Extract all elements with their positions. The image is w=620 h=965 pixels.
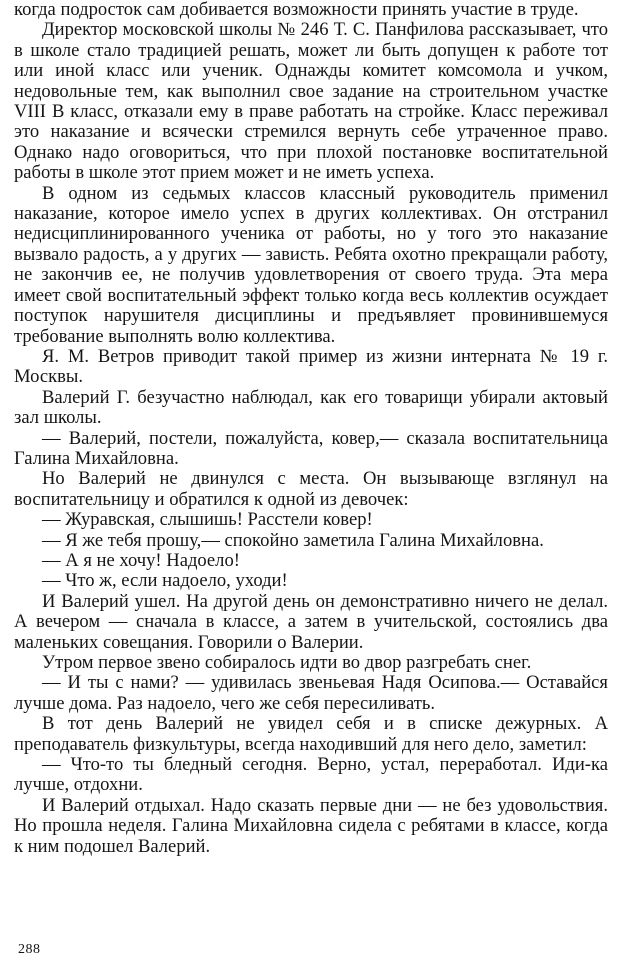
paragraph: В тот день Валерий не увидел себя и в списке дежурных. А преподаватель физкультуры, всегда находивший для него дело, заметил: bbox=[14, 713, 608, 755]
paragraph: Утром первое звено собиралось идти во двор разгребать снег. bbox=[42, 652, 532, 673]
paragraph: И Валерий отдыхал. Надо сказать первые дни — не без удовольствия. Но прошла неделя. Галина Михайловна сидела с ребятами в классе, когда к ним подошел Валерий. bbox=[14, 794, 608, 857]
paragraph: Но Валерий не двинулся с места. Он вызывающе взглянул на воспитательницу и обратился к одной из девочек: bbox=[14, 468, 608, 510]
paragraph: Директор московской школы № 246 Т. С. Панфилова рассказывает, что в школе стало традицией решать, может ли быть допущен к работе тот или иной класс или ученик. Однажды комитет комсомола и учком, недовольные тем, как выполнил свое задание на строительном участке VIII В класс, отказали ему в праве работать на стройке. Класс переживал это наказание и всячески стремился вернуть себе утраченное право. Однако надо оговориться, что при плохой постановке воспитательной работы в школе этот прием может и не иметь успеха. bbox=[14, 19, 608, 184]
paragraph: Валерий Г. безучастно наблюдал, как его товарищи убирали актовый зал школы. bbox=[14, 386, 608, 429]
paragraph: Я. М. Ветров приводит такой пример из жизни интерната № 19 г. Москвы. bbox=[14, 345, 608, 388]
paragraph: И Валерий ушел. На другой день он демонстративно ничего не делал. А вечером — сначала в классе, а затем в учительской, состоялись два маленьких совещания. Говорили о Валерии. bbox=[14, 590, 608, 653]
paragraph: В одном из седьмых классов классный руководитель применил наказание, которое имело успех в других коллективах. Он отстранил недисциплинированного ученика от работы, но у того это наказание вызвало радость, а у других — зависть. Ребята охотно прекращали работу, не закончив ее, не получив удовлетворения от своего труда. Эта мера имеет свой воспитательный эффект только когда весь коллектив осуждает поступок нарушителя дисциплины и предъявляет провинившемуся требование выполнять волю коллектива. bbox=[14, 182, 608, 347]
paragraph: — Что-то ты бледный сегодня. Верно, устал, переработал. Иди-ка лучше, отдохни. bbox=[14, 754, 608, 796]
page-number: 288 bbox=[18, 942, 41, 957]
page-body-text bbox=[14, 0, 608, 857]
paragraph: когда подросток сам добивается возможности принять участие в труде. bbox=[14, 0, 579, 20]
paragraph: — А я не хочу! Надоело! bbox=[42, 549, 240, 571]
paragraph: — Валерий, постели, пожалуйста, ковер,— сказала воспитательница Галина Михайловна. bbox=[14, 427, 608, 469]
paragraph: — Что ж, если надоело, уходи! bbox=[42, 570, 288, 592]
paragraph: — И ты с нами? — удивилась звеньевая Надя Осипова.— Оставайся лучше дома. Раз надоело, чего же себя пересиливать. bbox=[14, 672, 608, 714]
paragraph: — Журавская, слышишь! Расстели ковер! bbox=[42, 509, 373, 531]
paragraph: — Я же тебя прошу,— спокойно заметила Галина Михайловна. bbox=[42, 529, 544, 551]
